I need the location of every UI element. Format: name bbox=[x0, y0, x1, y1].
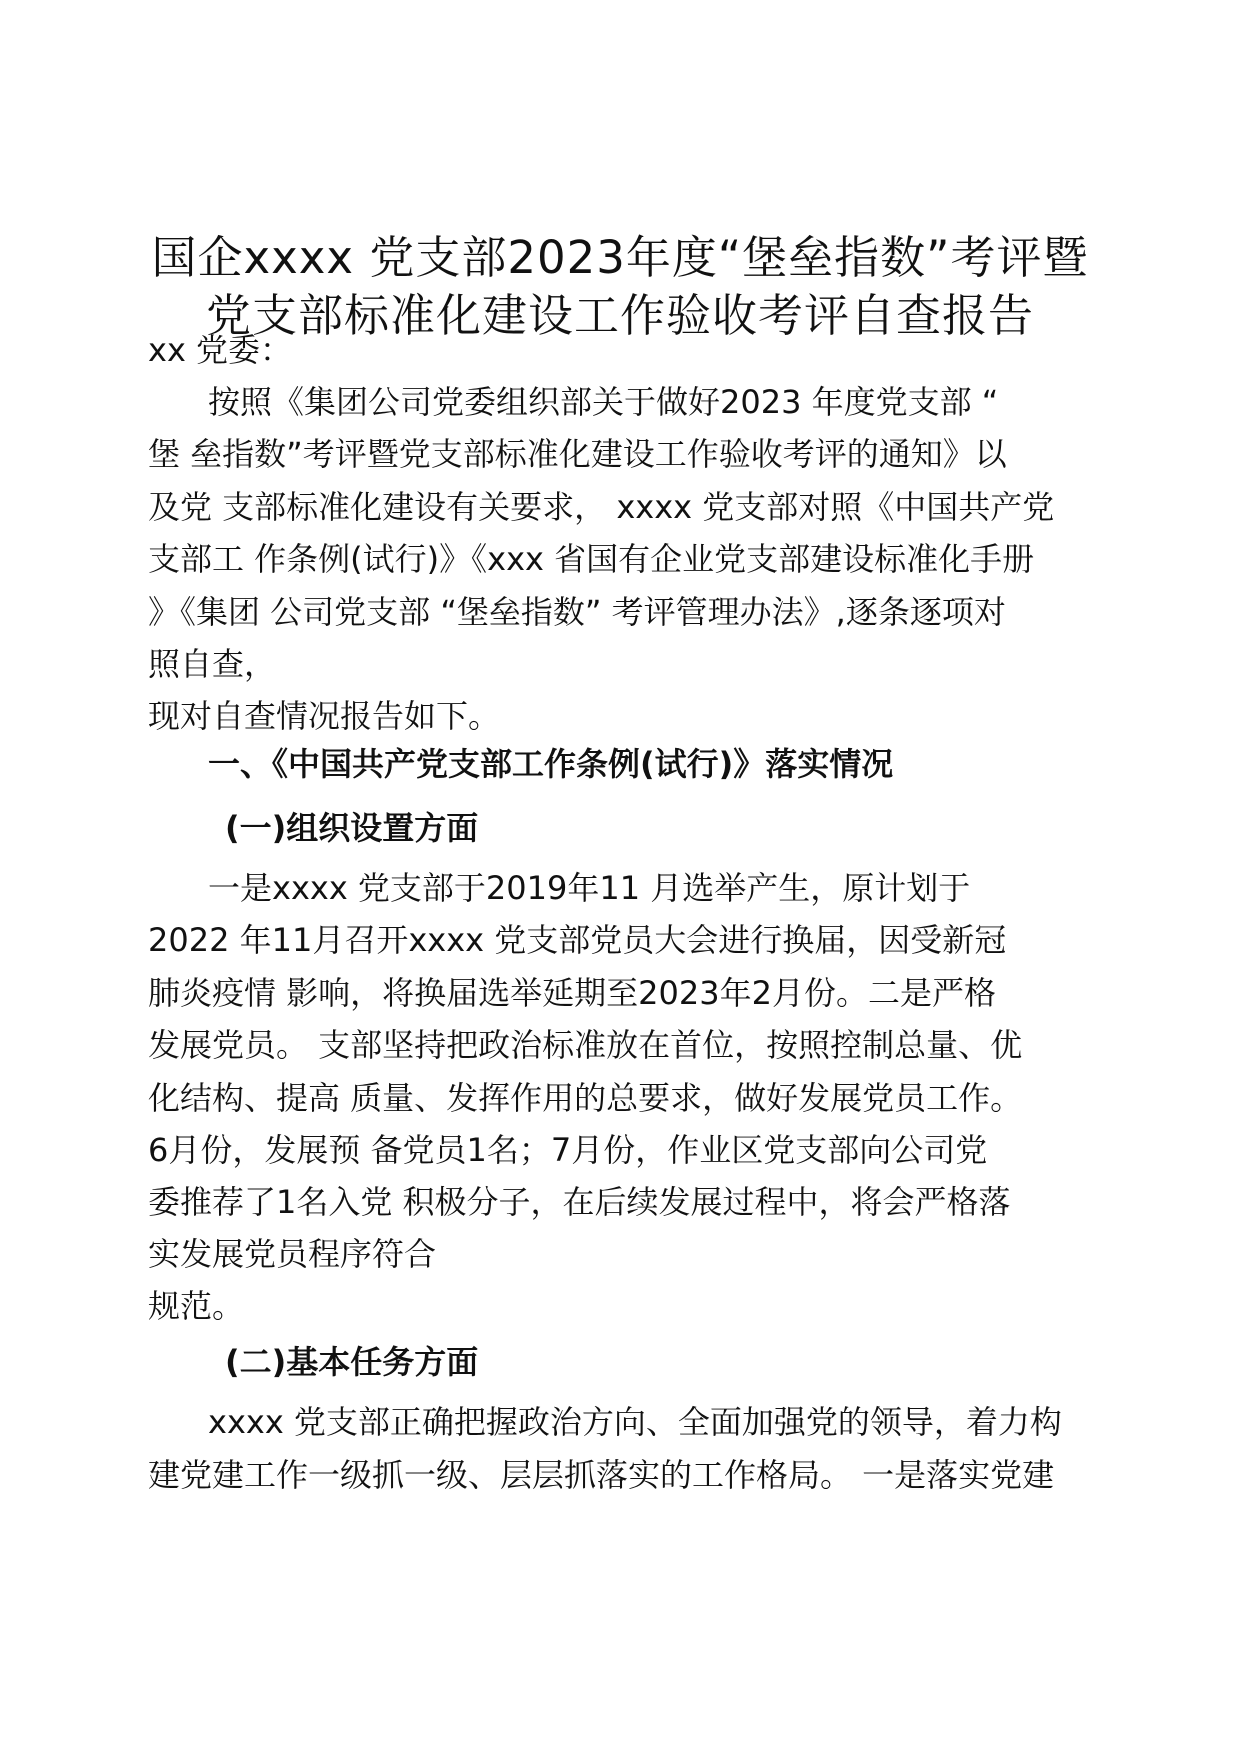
body-line: 2022 年11月召开xxxx 党支部党员大会进行换届，因受新冠 bbox=[148, 921, 1007, 959]
intro-line: 》《集团 公司党支部 “堡垒指数” 考评管理办法》,逐条逐项对 bbox=[148, 593, 1006, 631]
intro-line: 支部工 作条例(试行)》《xxx 省国有企业党支部建设标准化手册 bbox=[148, 540, 1035, 578]
body-line: 建党建工作一级抓一级、层层抓落实的工作格局。 一是落实党建 bbox=[148, 1456, 1055, 1494]
subsection-2-heading: (二)基本任务方面 bbox=[225, 1343, 479, 1381]
body-line: 肺炎疫情 影响，将换届选举延期至2023年2月份。二是严格 bbox=[148, 974, 996, 1012]
intro-line: 照自查， bbox=[148, 645, 277, 683]
body-line: 规范。 bbox=[148, 1287, 245, 1325]
subsection-1-heading: (一)组织设置方面 bbox=[225, 809, 479, 847]
document-title-line-2: 党支部标准化建设工作验收考评自查报告 bbox=[205, 289, 1034, 342]
body-line: 6月份，发展预 备党员1名；7月份，作业区党支部向公司党 bbox=[148, 1131, 988, 1169]
intro-line: 堡 垒指数”考评暨党支部标准化建设工作验收考评的通知》以 bbox=[148, 435, 1007, 473]
intro-line: 按照《集团公司党委组织部关于做好2023 年度党支部 “ bbox=[208, 383, 999, 421]
salutation: xx 党委： bbox=[148, 331, 293, 369]
body-line: 实发展党员程序符合 bbox=[148, 1235, 437, 1273]
body-line: 发展党员。 支部坚持把政治标准放在首位，按照控制总量、优 bbox=[148, 1026, 1023, 1064]
intro-line: 及党 支部标准化建设有关要求， xxxx 党支部对照《中国共产党 bbox=[148, 488, 1055, 526]
section-1-heading: 一、《中国共产党支部工作条例(试行)》落实情况 bbox=[208, 745, 894, 783]
intro-line: 现对自查情况报告如下。 bbox=[148, 697, 501, 735]
document-title-line-1: 国企xxxx 党支部2023年度“堡垒指数”考评暨 bbox=[151, 231, 1089, 284]
body-line: xxxx 党支部正确把握政治方向、全面加强党的领导，着力构 bbox=[208, 1403, 1062, 1441]
body-line: 化结构、提高 质量、发挥作用的总要求，做好发展党员工作。 bbox=[148, 1079, 1023, 1117]
body-line: 委推荐了1名入党 积极分子，在后续发展过程中，将会严格落 bbox=[148, 1183, 1011, 1221]
body-line: 一是xxxx 党支部于2019年11 月选举产生，原计划于 bbox=[208, 869, 971, 907]
